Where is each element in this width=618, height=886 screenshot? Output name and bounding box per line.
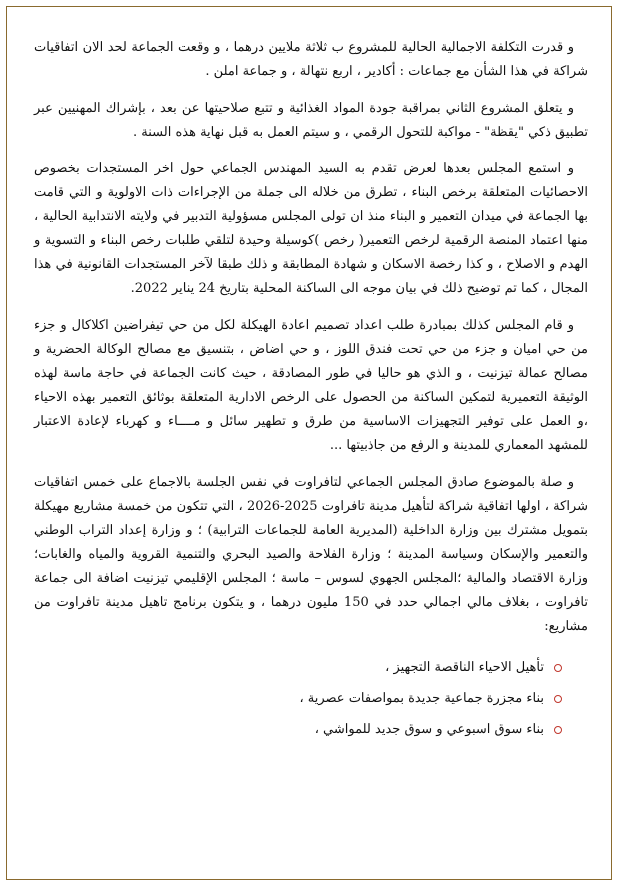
circle-bullet-icon bbox=[554, 726, 562, 734]
list-item bbox=[34, 652, 562, 683]
paragraph-building-permits: و استمع المجلس بعدها لعرض تقدم به السيد المهندس الجماعي حول اخر المستجدات بخصوص الاحصائيات المتعلقة برخص البناء ، تطرق من خلاله الى جملة من الإجراءات ذات الاولوية و التي قامت بها الجماعة في ميدان التعمير و البناء منذ ان تولى المجلس مسؤولية التدبير في ولايته الانتدابية الحالية ، منها اعتماد المنصة الرقمية لرخص التعمير( رخص )كوسيلة وحيدة لتلقي طلبات رخص البناء و التسوية و الهدم و الاصلاح ، و كذا رخصة الاسكان و شهادة المطابقة و ذلك طبقا لآخر المستجدات القانونية في هذا المجال ، كما تم توضيح ذلك في بيان موجه الى الساكنة المحلية بتاريخ 24 يناير 2022. bbox=[34, 161, 588, 296]
document-body bbox=[34, 36, 588, 745]
paragraph-restructuring-plan: و قام المجلس كذلك بمبادرة طلب اعداد تصميم اعادة الهيكلة لكل من حي تيفراضين اكلاكال و جزء من حي اميان و جزء من حي تحت فندق اللوز ، و حي اضاض ، بتنسيق مع مصالح الوكالة الحضرية و مصالح عمالة تيزنيت ، و الذي هو حاليا في طور المصادقة ، حيث كانت الجماعة في حاجة ماسة لهذه الوثيقة التعميرية لتمكين الساكنة من الحصول على الرخص الادارية المتعلقة بوثائق التعمير بهذه الاحياء ،و العمل على توفير التجهيزات الاساسية من طرق و تطهير سائل و مــــاء و كهرباء لإعادة الاعتبار للمشهد المعماري للمدينة و الرفع من جاذبيتها ... bbox=[34, 318, 588, 453]
paragraph-partnership-agreements: و صلة بالموضوع صادق المجلس الجماعي لتافراوت في نفس الجلسة بالاجماع على خمس اتفاقيات شراكة ، اولها اتفاقية شراكة لتأهيل مدينة تافراوت 2025-2026 ، التي تتكون من خمسة مشاريع مهيكلة بتمويل مشترك بين وزارة الداخلية (المديرية العامة للجماعات الترابية) ؛ و وزارة إعداد التراب الوطني والتعمير والإسكان وسياسة المدينة ؛ وزارة الفلاحة والصيد البحري والتنمية القروية والمياه والغابات؛وزارة الاقتصاد والمالية ؛المجلس الجهوي لسوس – ماسة ؛ المجلس الإقليمي تيزنيت اضافة الى جماعة تافراوت ، بغلاف مالي اجمالي حدد في 150 مليون درهما ، و يتكون برنامج تاهيل مدينة تافراوت من مشاريع: bbox=[34, 475, 588, 634]
list-item bbox=[34, 714, 562, 745]
list-item-text: بناء مجزرة جماعية جديدة بمواصفات عصرية ، bbox=[299, 691, 544, 706]
list-item bbox=[34, 683, 562, 714]
paragraph-food-quality-project: و يتعلق المشروع الثاني بمراقبة جودة المواد الغذائية و تتبع صلاحيتها عن بعد ، بإشراك المهنيين عبر تطبيق ذكي "يقظة" - مواكبة للتحول الرقمي ، و سيتم العمل به قبل نهاية هذه السنة . bbox=[34, 101, 588, 140]
project-list bbox=[34, 652, 588, 745]
list-item-text: تأهيل الاحياء الناقصة التجهيز ، bbox=[385, 660, 544, 675]
paragraph-project-cost: و قدرت التكلفة الاجمالية الحالية للمشروع ب ثلاثة ملايين درهما ، و وقعت الجماعة لحد الان اتفاقيات شراكة في هذا الشأن مع جماعات : أكادير ، اربع نتهالة ، و جماعة املن . bbox=[34, 40, 588, 79]
list-item-text: بناء سوق اسبوعي و سوق جديد للمواشي ، bbox=[314, 722, 544, 737]
circle-bullet-icon bbox=[554, 664, 562, 672]
circle-bullet-icon bbox=[554, 695, 562, 703]
